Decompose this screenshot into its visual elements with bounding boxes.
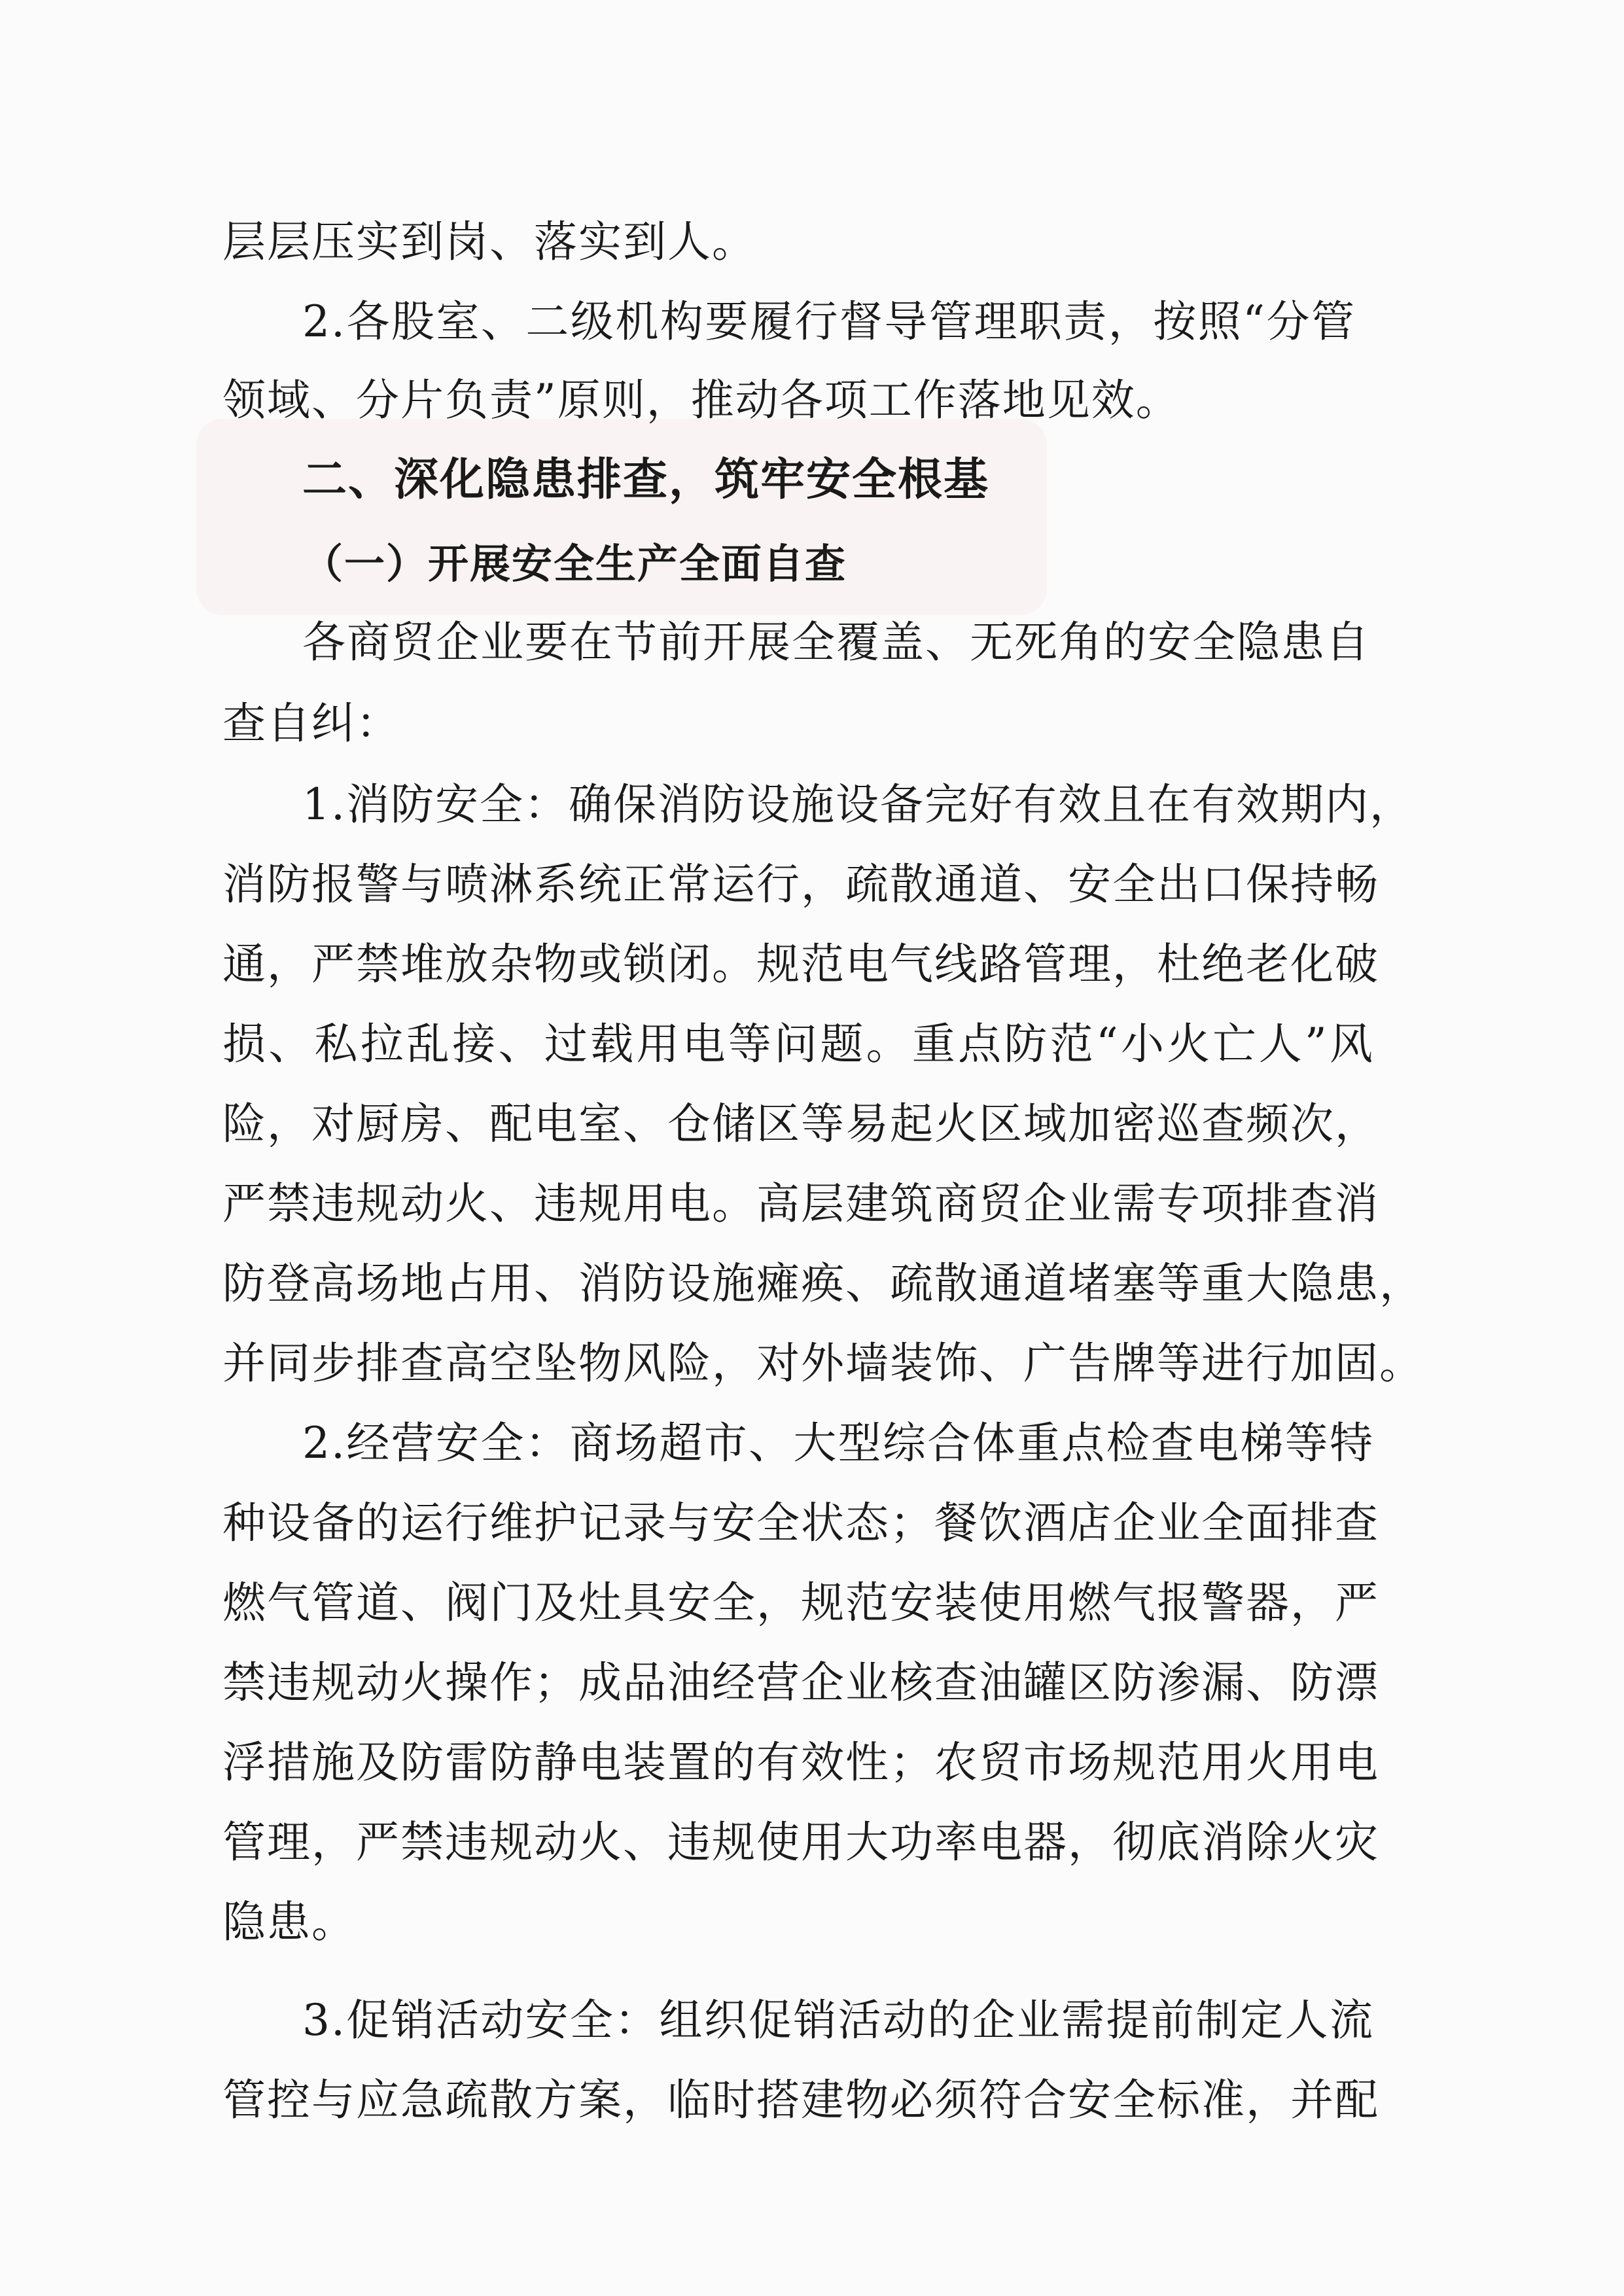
section-heading: 二、深化隐患排查，筑牢安全根基 <box>302 454 990 506</box>
text-line: 查自纠： <box>222 698 400 749</box>
text-line: 防登高场地占用、消防设施瘫痪、疏散通道堵塞等重大隐患， <box>222 1258 1424 1309</box>
text-line: 2.各股室、二级机构要履行督导管理职责，按照“分管 <box>302 296 1356 347</box>
text-line: 种设备的运行维护记录与安全状态；餐饮酒店企业全面排查 <box>222 1498 1379 1548</box>
text-line: 领域、分片负责”原则，推动各项工作落地见效。 <box>222 375 1180 425</box>
subsection-heading: （一）开展安全生产全面自查 <box>302 540 847 588</box>
text-line: 管理，严禁违规动火、违规使用大功率电器，彻底消除火灾 <box>222 1817 1379 1867</box>
text-line: 燃气管道、阀门及灶具安全，规范安装使用燃气报警器，严 <box>222 1578 1379 1628</box>
text-line: 禁违规动火操作；成品油经营企业核查油罐区防渗漏、防漂 <box>222 1657 1379 1708</box>
text-line: 3.促销活动安全：组织促销活动的企业需提前制定人流 <box>302 1995 1374 2045</box>
text-line: 险，对厨房、配电室、仓储区等易起火区域加密巡查频次， <box>222 1099 1379 1149</box>
text-line: 1.消防安全：确保消防设施设备完好有效且在有效期内， <box>302 779 1414 830</box>
text-line: 各商贸企业要在节前开展全覆盖、无死角的安全隐患自 <box>302 617 1370 667</box>
text-line: 层层压实到岗、落实到人。 <box>222 217 756 267</box>
text-line: 严禁违规动火、违规用电。高层建筑商贸企业需专项排查消 <box>222 1178 1379 1229</box>
text-line: 消防报警与喷淋系统正常运行，疏散通道、安全出口保持畅 <box>222 859 1379 910</box>
text-line: 并同步排查高空坠物风险，对外墙装饰、广告牌等进行加固。 <box>222 1338 1424 1388</box>
text-line: 管控与应急疏散方案，临时搭建物必须符合安全标准，并配 <box>222 2075 1379 2125</box>
text-line: 损、私拉乱接、过载用电等问题。重点防范“小火亡人”风 <box>222 1019 1374 1069</box>
text-line: 通，严禁堆放杂物或锁闭。规范电气线路管理，杜绝老化破 <box>222 939 1379 989</box>
text-line: 浮措施及防雷防静电装置的有效性；农贸市场规范用火用电 <box>222 1737 1379 1788</box>
text-line: 2.经营安全：商场超市、大型综合体重点检查电梯等特 <box>302 1418 1374 1468</box>
text-line: 隐患。 <box>222 1897 356 1947</box>
